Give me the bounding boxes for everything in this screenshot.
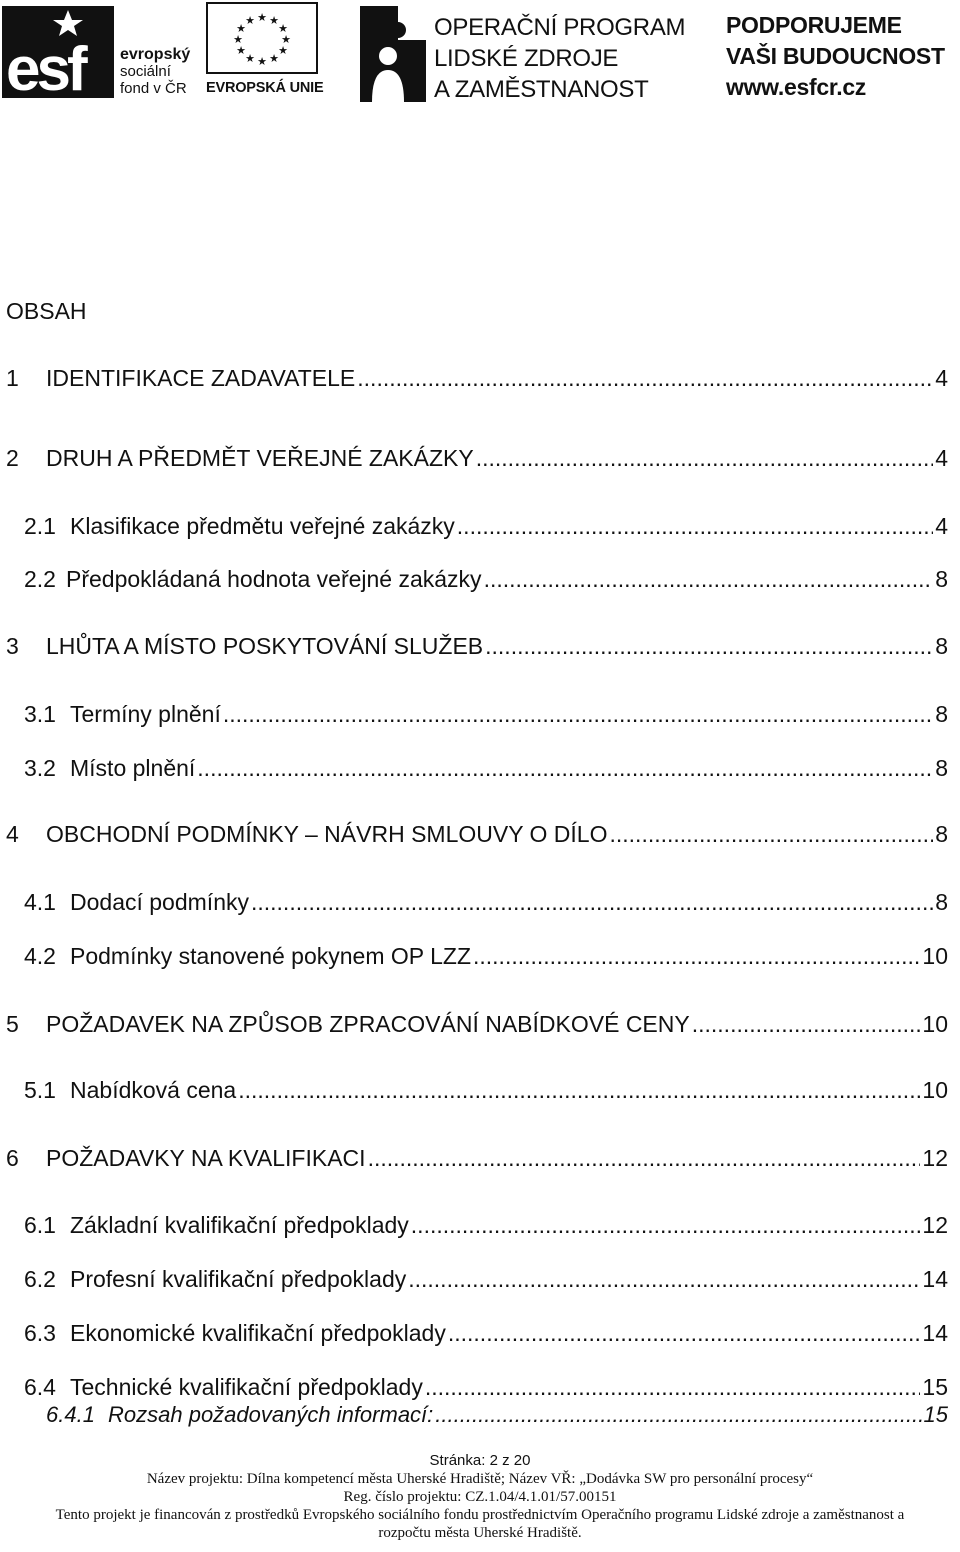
toc-entry-page: 4 bbox=[935, 365, 948, 391]
svg-text:★: ★ bbox=[245, 14, 255, 27]
toc-leader bbox=[411, 1211, 921, 1239]
svg-text:★: ★ bbox=[245, 52, 255, 65]
svg-text:★: ★ bbox=[257, 55, 267, 68]
toc-entry-title: Rozsah požadovaných informací: bbox=[108, 1402, 434, 1427]
toc-entry-title: Nabídková cena bbox=[70, 1077, 237, 1103]
funding-note-continued: rozpočtu města Uherské Hradiště. bbox=[378, 1525, 582, 1541]
page-header bbox=[0, 0, 960, 110]
esfcr-link[interactable]: www.esfcr.cz bbox=[726, 74, 867, 100]
svg-text:★: ★ bbox=[236, 44, 246, 57]
toc-entry-page: 8 bbox=[935, 633, 948, 659]
toc-entry[interactable] bbox=[0, 1401, 948, 1429]
toc-entry[interactable] bbox=[0, 754, 948, 782]
toc-entry-title: Klasifikace předmětu veřejné zakázky bbox=[70, 513, 455, 539]
toc-title: OBSAH bbox=[6, 298, 87, 324]
toc-leader bbox=[425, 1373, 921, 1401]
toc-entry-number: 4.2 bbox=[24, 943, 56, 969]
toc-entry[interactable] bbox=[0, 1076, 948, 1104]
toc-leader bbox=[484, 565, 934, 593]
eu-stars-icon bbox=[208, 4, 316, 72]
toc-entry-number: 4.1 bbox=[24, 889, 56, 915]
toc-entry-number: 6.1 bbox=[24, 1212, 56, 1238]
toc-entry-page: 8 bbox=[935, 566, 948, 592]
op-lzz-logo bbox=[358, 4, 738, 104]
toc-entry-page: 10 bbox=[922, 1077, 948, 1103]
toc-entry[interactable] bbox=[0, 1319, 948, 1347]
toc-entry-title: Ekonomické kvalifikační předpoklady bbox=[70, 1320, 446, 1346]
toc-entry-page: 4 bbox=[935, 445, 948, 471]
toc-entry-title: LHŮTA A MÍSTO POSKYTOVÁNÍ SLUŽEB bbox=[46, 633, 484, 659]
svg-text:★: ★ bbox=[257, 11, 267, 24]
toc-entry-title: Termíny plnění bbox=[70, 701, 221, 727]
toc-entry-title: Podmínky stanovené pokynem OP LZZ bbox=[70, 943, 471, 969]
toc-leader bbox=[251, 888, 933, 916]
toc-leader bbox=[368, 1144, 921, 1172]
toc-entry-number: 5.1 bbox=[24, 1077, 56, 1103]
page-counter: Stránka: 2 z 20 bbox=[429, 1452, 531, 1469]
toc-entry-number: 6.3 bbox=[24, 1320, 56, 1346]
toc-leader bbox=[485, 632, 933, 660]
toc-entry-page: 15 bbox=[923, 1402, 948, 1427]
toc-entry-number: 3.1 bbox=[24, 701, 56, 727]
toc-entry-page: 10 bbox=[922, 1011, 948, 1037]
toc-leader bbox=[223, 700, 933, 728]
toc-entry[interactable] bbox=[0, 1144, 948, 1172]
toc-entry-number: 3.2 bbox=[24, 755, 56, 781]
toc-entry[interactable] bbox=[0, 1265, 948, 1293]
toc-entry-title: Místo plnění bbox=[70, 755, 196, 781]
toc-leader bbox=[408, 1265, 920, 1293]
svg-text:★: ★ bbox=[269, 14, 279, 27]
toc-entry-number: 6.4.1 bbox=[46, 1402, 95, 1427]
toc-entry[interactable] bbox=[0, 942, 948, 970]
toc-leader bbox=[357, 364, 933, 392]
project-name: Název projektu: Dílna kompetencí města Uherské Hradiště; Název VŘ: „Dodávka SW pro personální procesy“ bbox=[146, 1471, 814, 1487]
toc-entry-page: 8 bbox=[935, 701, 948, 727]
toc-entry-number: 6.2 bbox=[24, 1266, 56, 1292]
toc-entry-number: 2.2 bbox=[24, 566, 56, 592]
support-slogan: PODPORUJEME VAŠI BUDOUCNOST www.esfcr.cz bbox=[726, 10, 945, 103]
svg-text:★: ★ bbox=[236, 22, 246, 35]
toc-entry[interactable] bbox=[0, 512, 948, 540]
toc-leader bbox=[435, 1401, 921, 1429]
op-lzz-caption: OPERAČNÍ PROGRAM LIDSKÉ ZDROJE A ZAMĚSTNANOST bbox=[434, 14, 686, 103]
toc-entry-number: 6.4 bbox=[24, 1374, 56, 1400]
svg-text:★: ★ bbox=[278, 44, 288, 57]
svg-text:★: ★ bbox=[278, 22, 288, 35]
toc-entry-number: 1 bbox=[6, 365, 19, 391]
toc-entry[interactable] bbox=[0, 565, 948, 593]
toc-entry[interactable] bbox=[0, 632, 948, 660]
toc-entry-page: 8 bbox=[935, 821, 948, 847]
puzzle-person-icon bbox=[358, 4, 428, 104]
toc-entry[interactable] bbox=[0, 364, 948, 392]
eu-logo bbox=[206, 0, 324, 100]
toc-entry-page: 12 bbox=[922, 1212, 948, 1238]
toc-entry-title: Technické kvalifikační předpoklady bbox=[70, 1374, 423, 1400]
toc-entry-page: 10 bbox=[922, 943, 948, 969]
funding-note: Tento projekt je financován z prostředků Evropského sociálního fondu prostřednictvím Operačního programu Lidské zdroje a zaměstnanost a bbox=[55, 1507, 905, 1523]
toc-entry-title: Předpokládaná hodnota veřejné zakázky bbox=[66, 566, 482, 592]
toc-entry[interactable] bbox=[0, 1211, 948, 1239]
toc-entry-title: POŽADAVKY NA KVALIFIKACI bbox=[46, 1145, 366, 1171]
svg-text:★: ★ bbox=[233, 33, 243, 46]
page-footer bbox=[0, 1452, 960, 1542]
toc-entry-title: Základní kvalifikační předpoklady bbox=[70, 1212, 409, 1238]
toc-entry[interactable] bbox=[0, 820, 948, 848]
esf-logo-mark bbox=[2, 6, 114, 98]
svg-text:esf: esf bbox=[6, 35, 84, 98]
toc-entry-number: 2 bbox=[6, 445, 19, 471]
toc-leader bbox=[197, 754, 933, 782]
toc-entry-title: Profesní kvalifikační předpoklady bbox=[70, 1266, 407, 1292]
toc-entry-number: 6 bbox=[6, 1145, 19, 1171]
toc-entry[interactable] bbox=[0, 1373, 948, 1401]
toc-entry[interactable] bbox=[0, 1010, 948, 1038]
project-reg-number: Reg. číslo projektu: CZ.1.04/4.1.01/57.00151 bbox=[343, 1489, 617, 1505]
toc-leader bbox=[238, 1076, 920, 1104]
eu-caption: EVROPSKÁ UNIE bbox=[206, 80, 324, 96]
toc-entry-page: 4 bbox=[935, 513, 948, 539]
toc-entry-page: 8 bbox=[935, 755, 948, 781]
eu-flag bbox=[206, 2, 318, 74]
toc-entry[interactable] bbox=[0, 888, 948, 916]
toc-leader bbox=[473, 942, 920, 970]
svg-text:★: ★ bbox=[281, 33, 291, 46]
toc-leader bbox=[610, 820, 934, 848]
toc-leader bbox=[692, 1010, 921, 1038]
toc-entry-number: 4 bbox=[6, 821, 19, 847]
toc-entry-title: OBCHODNÍ PODMÍNKY – NÁVRH SMLOUVY O DÍLO bbox=[46, 821, 608, 847]
toc-leader bbox=[476, 444, 933, 472]
toc-entry-number: 3 bbox=[6, 633, 19, 659]
svg-text:★: ★ bbox=[269, 52, 279, 65]
toc-entry-title: IDENTIFIKACE ZADAVATELE bbox=[46, 365, 356, 391]
toc-entry-page: 15 bbox=[922, 1374, 948, 1400]
toc-entry[interactable] bbox=[0, 700, 948, 728]
toc-entry-number: 2.1 bbox=[24, 513, 56, 539]
esf-caption: evropský sociální fond v ČR bbox=[120, 46, 191, 97]
toc-entry-title: Dodací podmínky bbox=[70, 889, 249, 915]
toc-entry-number: 5 bbox=[6, 1011, 19, 1037]
toc-leader bbox=[457, 512, 933, 540]
toc-leader bbox=[448, 1319, 921, 1347]
toc-entry-page: 8 bbox=[935, 889, 948, 915]
esf-logo bbox=[0, 2, 200, 102]
toc-entry-page: 14 bbox=[922, 1266, 948, 1292]
toc-entry-page: 14 bbox=[922, 1320, 948, 1346]
toc-entry[interactable] bbox=[0, 444, 948, 472]
toc-entry-page: 12 bbox=[922, 1145, 948, 1171]
toc-entry-title: DRUH A PŘEDMĚT VEŘEJNÉ ZAKÁZKY bbox=[46, 445, 474, 471]
toc-entry-title: POŽADAVEK NA ZPŮSOB ZPRACOVÁNÍ NABÍDKOVÉ CENY bbox=[46, 1011, 690, 1037]
